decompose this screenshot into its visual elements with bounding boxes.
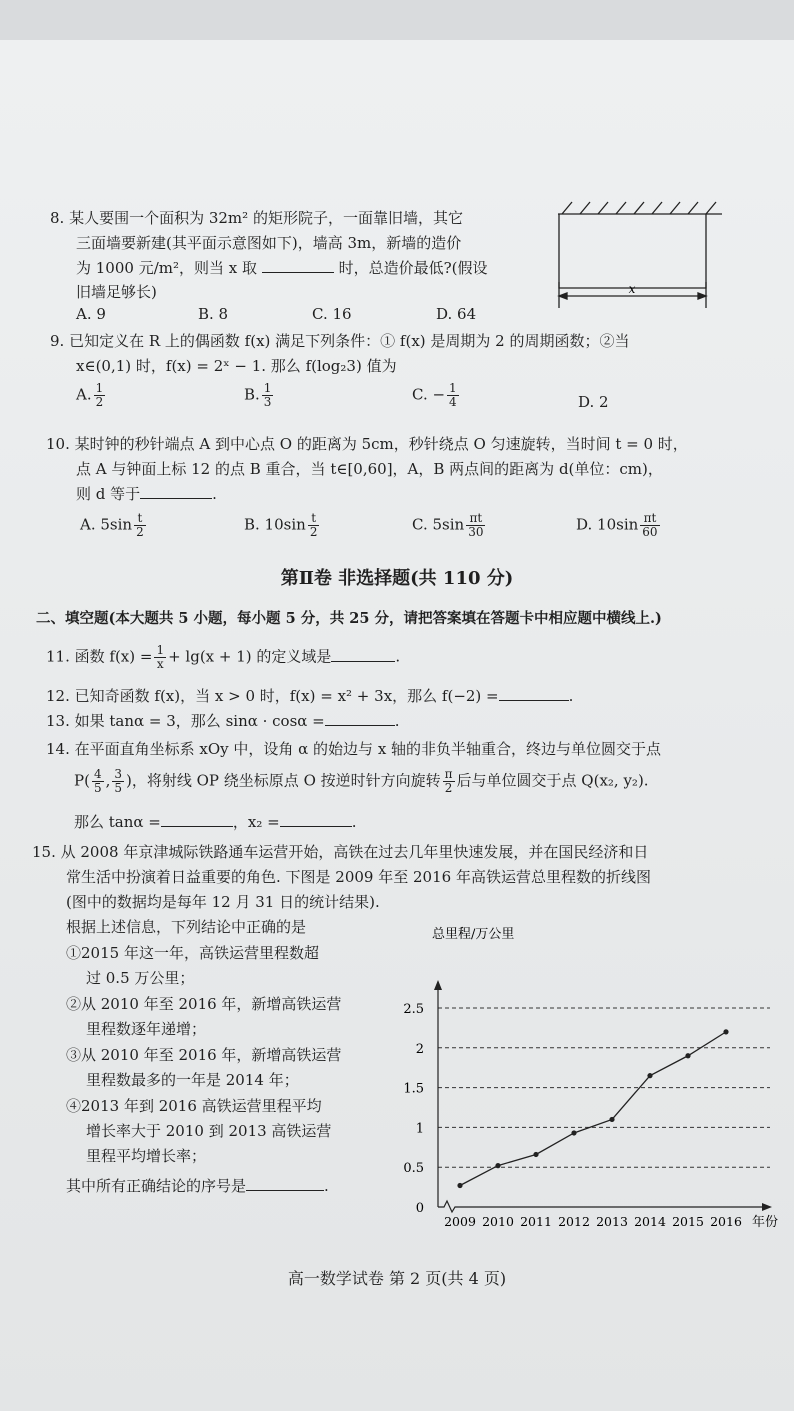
q10-line1: 10. 某时钟的秒针端点 A 到中心点 O 的距离为 5cm，秒针绕点 O 匀速旋转，当时间 t = 0 时，: [46, 435, 688, 453]
q15-item-0: 根据上述信息，下列结论中正确的是: [66, 918, 307, 936]
q8-option-d: D. 64: [436, 305, 477, 323]
chart-y-axis-arrow: [434, 980, 442, 990]
q15-line3: (图中的数据均是每年 12 月 31 日的统计结果).: [66, 893, 380, 911]
chart-data-point: [609, 1117, 614, 1122]
q13-line: 13. 如果 tanα = 3，那么 sinα · cosα = .: [46, 712, 400, 730]
q15-item-3: ②从 2010 年至 2016 年，新增高铁运营: [66, 995, 342, 1013]
q10-line2: 点 A 与钟面上标 12 的点 B 重合，当 t∈[0,60]，A，B 两点间的距离为 d(单位：cm)，: [76, 460, 663, 478]
chart-x-tick-label: 2012: [558, 1214, 590, 1229]
chart-x-tick-label: 2009: [444, 1214, 476, 1229]
chart-data-point: [647, 1073, 652, 1078]
chart-y-tick-label: 0: [415, 1201, 424, 1216]
q8-figure: [540, 192, 730, 312]
q9-option-d: D. 2: [578, 393, 609, 411]
q8-line2: 三面墙要新建(其平面示意图如下)，墙高 3m，新墙的造价: [76, 234, 462, 252]
q15-item-5: ③从 2010 年至 2016 年，新增高铁运营: [66, 1046, 342, 1064]
q8-line4: 旧墙足够长): [76, 283, 157, 301]
chart-data-point: [533, 1152, 538, 1157]
chart-x-tick-label: 2014: [634, 1214, 666, 1229]
q13-answer-blank[interactable]: [325, 711, 395, 726]
chart-y-axis-label: 总里程/万公里: [432, 927, 515, 942]
chart-x-axis-arrow: [762, 1203, 772, 1211]
q8-option-b: B. 8: [198, 305, 229, 323]
chart-data-point: [571, 1130, 576, 1135]
q15-item-9: 里程平均增长率；: [86, 1147, 207, 1165]
q9-option-a: A. $\frac{1}{2}$: [76, 381, 104, 409]
chart-y-tick-label: 1.5: [403, 1081, 424, 1097]
chart-x-tick-label: 2015: [672, 1214, 704, 1229]
q9-line1: 9. 已知定义在 R 上的偶函数 f(x) 满足下列条件：① f(x) 是周期为 2 的周期函数；②当: [50, 332, 630, 350]
chart-data-point: [495, 1163, 500, 1168]
exam-page: [0, 40, 794, 1411]
q8-line3-a: 为 1000 元/m²，则当 x 取: [76, 259, 257, 277]
q15-line2: 常生活中扮演着日益重要的角色. 下图是 2009 年至 2016 年高铁运营总里程数的折线图: [66, 868, 651, 886]
q11-line: 11. 函数 f(x) = $\frac{1}{x}$ + lg(x + 1) 的定义域是 .: [46, 643, 401, 671]
chart-y-tick-label: 2.5: [403, 1002, 424, 1017]
q8-option-a: A. 9: [76, 305, 106, 323]
chart-y-tick-label: 0.5: [403, 1161, 424, 1177]
chart-data-point: [685, 1053, 690, 1058]
q15-answer-blank[interactable]: [246, 1176, 324, 1191]
q15-item-2: 过 0.5 万公里；: [86, 969, 195, 987]
chart-x-tick-label: 2013: [596, 1214, 628, 1229]
chart-x-tick-label: 2010: [482, 1214, 514, 1229]
q10-answer-blank[interactable]: [140, 484, 212, 499]
chart-data-point: [457, 1183, 462, 1188]
chart-x-tick-label: 2011: [520, 1214, 552, 1229]
q15-item-4: 里程数逐年递增；: [86, 1020, 207, 1038]
q12-line: 12. 已知奇函数 f(x)，当 x > 0 时，f(x) = x² + 3x，那么 f(−2) = .: [46, 687, 574, 705]
q15-item-10: 其中所有正确结论的序号是 .: [66, 1177, 329, 1195]
q15-item-1: ①2015 年这一年，高铁运营里程数超: [66, 944, 319, 962]
q9-option-c: C. − $\frac{1}{4}$: [412, 381, 457, 409]
q8-option-c: C. 16: [312, 305, 352, 323]
mileage-line-chart: [392, 916, 779, 1230]
q15-line1: 15. 从 2008 年京津城际铁路通车运营开始，高铁在过去几年里快速发展，并在国民经济和日: [32, 843, 649, 861]
q15-item-7: ④2013 年到 2016 高铁运营里程平均: [66, 1097, 322, 1115]
q9-option-b: B. $\frac{1}{3}$: [244, 381, 272, 409]
q10-option-d: D. 10sin $\frac{\pi t}{60}$: [576, 511, 658, 539]
chart-x-axis: [438, 1201, 764, 1212]
chart-y-tick-label: 2: [415, 1041, 424, 1057]
q14-answer-blank-2[interactable]: [280, 812, 352, 827]
q12-answer-blank[interactable]: [499, 686, 569, 701]
q10-option-c: C. 5sin $\frac{\pi t}{30}$: [412, 511, 484, 539]
q8-answer-blank[interactable]: [262, 258, 334, 273]
page-footer: 高一数学试卷 第 2 页(共 4 页): [287, 1269, 507, 1288]
q14-line1: 14. 在平面直角坐标系 xOy 中，设角 α 的始边与 x 轴的非负半轴重合，终边与单位圆交于点: [46, 740, 662, 758]
q8-line3: [76, 256, 487, 280]
fill-in-header: 二、填空题(本大题共 5 小题，每小题 5 分，共 25 分，请把答案填在答题卡中相应题中横线上.): [36, 610, 662, 627]
chart-x-tick-label: 2016: [710, 1214, 742, 1229]
q11-answer-blank[interactable]: [331, 647, 395, 662]
q10-option-a: A. 5sin $\frac{t}{2}$: [80, 511, 144, 539]
q8-line3-b: 时，总造价最低?(假设: [338, 259, 488, 277]
q14-line2: P( $\frac{4}{5}$ , $\frac{3}{5}$ )，将射线 OP 绕坐标原点 O 按逆时针方向旋转 $\frac{\pi}{2}$ 后与单位圆交于点 Q(x₂, y₂).: [74, 767, 649, 795]
section-2-title: 第Ⅱ卷 非选择题(共 110 分): [280, 568, 514, 589]
q10-option-b: B. 10sin $\frac{t}{2}$: [244, 511, 318, 539]
q15-item-8: 增长率大于 2010 到 2013 高铁运营: [86, 1122, 332, 1140]
q9-line2: x∈(0,1) 时，f(x) = 2ˣ − 1. 那么 f(log₂3) 值为: [76, 357, 397, 375]
chart-x-axis-label: 年份: [752, 1215, 779, 1230]
chart-data-point: [723, 1029, 728, 1034]
q14-line3: 那么 tanα = ，x₂ = .: [74, 813, 357, 831]
chart-y-tick-label: 1: [415, 1121, 424, 1137]
q8-figure-x-label: x: [628, 282, 636, 296]
q14-answer-blank-1[interactable]: [161, 812, 233, 827]
q8-line1: 8. 某人要围一个面积为 32m² 的矩形院子，一面靠旧墙，其它: [50, 209, 463, 227]
q15-item-6: 里程数最多的一年是 2014 年；: [86, 1071, 299, 1089]
q10-line3: 则 d 等于 .: [76, 485, 217, 503]
